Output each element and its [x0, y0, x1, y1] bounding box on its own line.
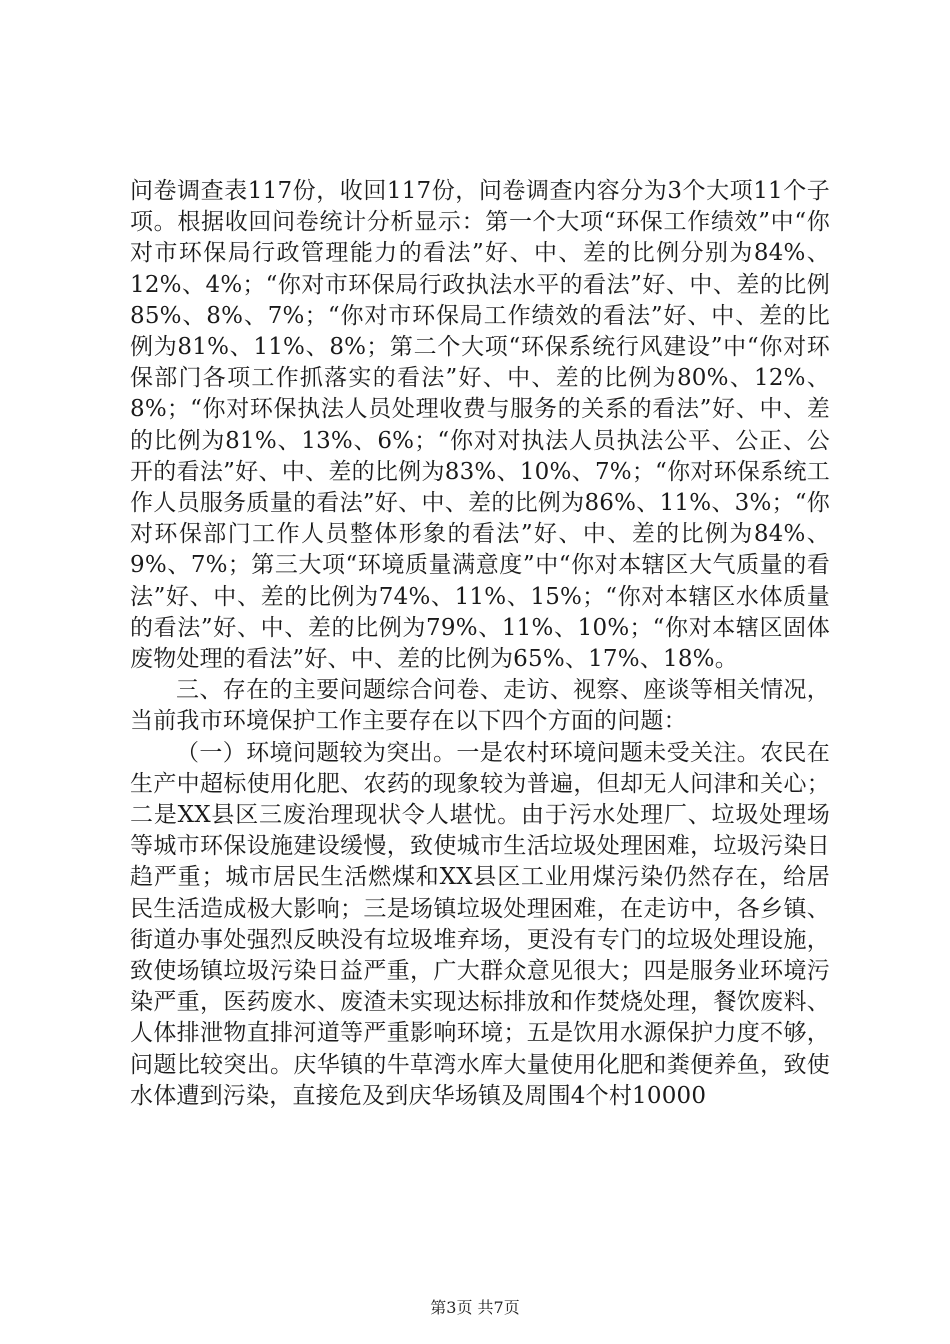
- paragraph-survey-results: 问卷调查表117份，收回117份，问卷调查内容分为3个大项11个子项。根据收回问卷统计分析显示：第一个大项“环保工作绩效”中“你对市环保局行政管理能力的看法”好、中、差的比例分别为84%、12%、4%；“你对市环保局行政执法水平的看法”好、中、差的比例85%、8%、7%；“你对市环保局工作绩效的看法”好、中、差的比例为81%、11%、8%；第二个大项“环保系统行风建设”中“你对环保部门各项工作抓落实的看法”好、中、差的比例为80%、12%、8%；“你对环保执法人员处理收费与服务的关系的看法”好、中、差的比例为81%、13%、6%；“你对对执法人员执法公平、公正、公开的看法”好、中、差的比例为83%、10%、7%；“你对环保系统工作人员服务质量的看法”好、中、差的比例为86%、11%、3%；“你对环保部门工作人员整体形象的看法”好、中、差的比例为84%、9%、7%；第三大项“环境质量满意度”中“你对本辖区大气质量的看法”好、中、差的比例为74%、11%、15%；“你对本辖区水体质量的看法”好、中、差的比例为79%、11%、10%；“你对本辖区固体废物处理的看法”好、中、差的比例为65%、17%、18%。: [130, 178, 830, 673]
- page-number-footer: 第3页 共7页: [430, 1298, 520, 1317]
- paragraph-main-problems: 三、存在的主要问题综合问卷、走访、视察、座谈等相关情况，当前我市环境保护工作主要存在以下四个方面的问题：: [130, 677, 830, 735]
- paragraph-environment-issues: （一）环境问题较为突出。一是农村环境问题未受关注。农民在生产中超标使用化肥、农药的现象较为普遍，但却无人问津和关心；二是XX县区三废治理现状令人堪忧。由于污水处理厂、垃圾处理场等城市环保设施建设缓慢，致使城市生活垃圾处理困难，垃圾污染日趋严重；城市居民生活燃煤和XX县区工业用煤污染仍然存在，给居民生活造成极大影响；三是场镇垃圾处理困难，在走访中，各乡镇、街道办事处强烈反映没有垃圾堆弃场，更没有专门的垃圾处理设施，致使场镇垃圾污染日益严重，广大群众意见很大；四是服务业环境污染严重，医药废水、废渣未实现达标排放和作焚烧处理，餐饮废料、人体排泄物直排河道等严重影响环境；五是饮用水源保护力度不够，问题比较突出。庆华镇的牛草湾水库大量使用化肥和粪便养鱼，致使水体遭到污染，直接危及到庆华场镇及周围4个村10000: [130, 739, 830, 1109]
- document-body: [130, 176, 830, 1112]
